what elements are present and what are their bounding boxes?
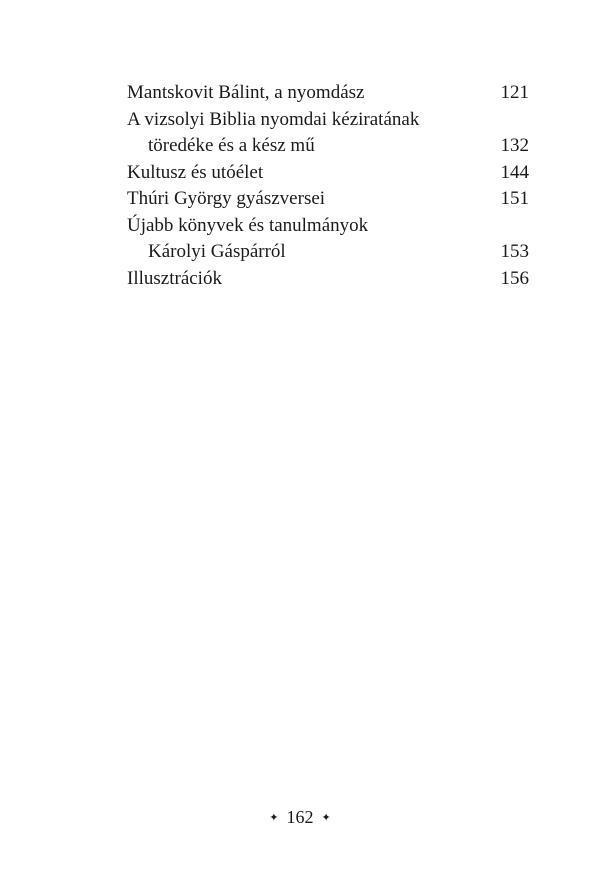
toc-entry-page: 121 [500,82,529,103]
ornament-left-icon: ✦ [269,812,279,824]
toc-entry-continuation [127,133,529,160]
toc-entry-title: Kultusz és utóélet [127,161,264,183]
toc-entry-page: 156 [500,267,529,289]
page-footer [0,805,600,830]
toc-entry-page: 132 [500,135,529,156]
toc-entry-line [127,186,529,213]
toc-entry-title: Újabb könyvek és tanulmányok [127,214,369,236]
toc-entry-title: töredéke és a kész mű [148,135,315,156]
toc-entry-line [127,107,529,134]
toc-entry-line [127,213,529,240]
toc-entry-page: 151 [500,188,529,209]
toc-entry-page: 144 [500,161,529,183]
toc-entry-line [127,80,529,107]
toc-entry-title: Illusztrációk [127,267,222,289]
toc-entry-title: Károlyi Gáspárról [148,241,286,262]
toc-entry-line [127,266,529,293]
toc-entry-page: 153 [500,241,529,262]
toc-entry-title: Thúri György gyászversei [127,188,326,209]
ornament-right-icon: ✦ [321,812,331,824]
page-number: 162 [286,807,314,827]
toc-entry-title: Mantskovit Bálint, a nyomdász [127,82,365,103]
toc-entry-title: A vizsolyi Biblia nyomdai kéziratának [127,108,420,130]
toc-entry-line [127,160,529,187]
table-of-contents [127,80,529,292]
toc-entry-continuation [127,239,529,266]
